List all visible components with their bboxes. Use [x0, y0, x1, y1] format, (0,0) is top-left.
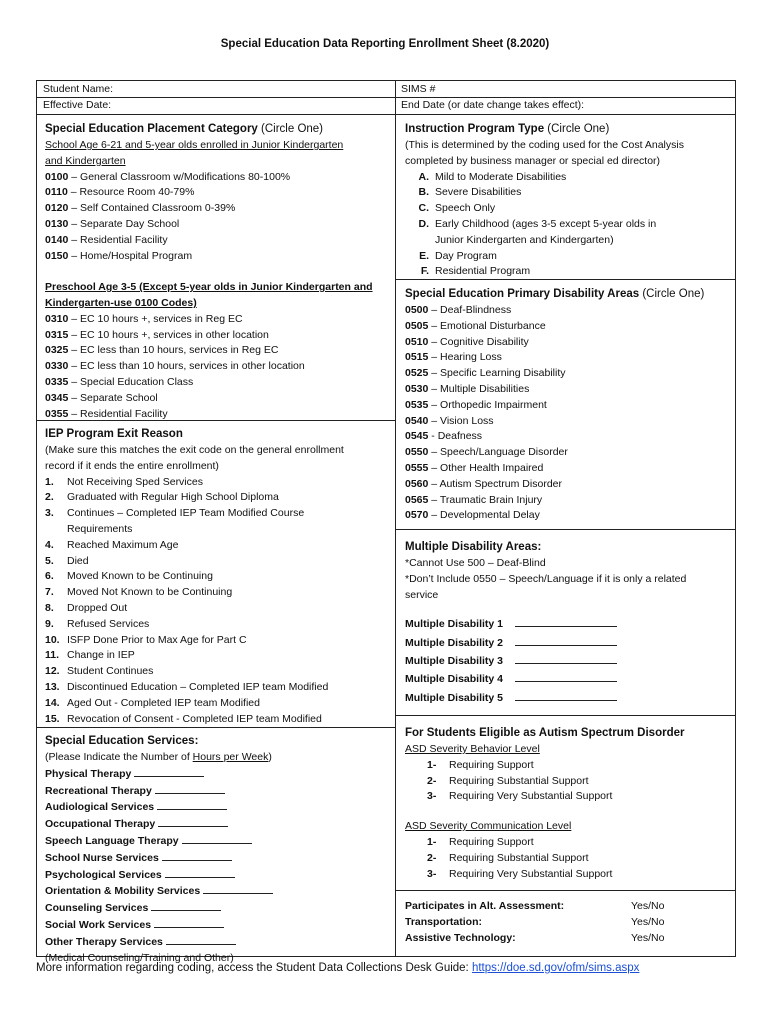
item-text: Graduated with Regular High School Diploma — [67, 491, 279, 504]
exit-reason-item — [45, 569, 344, 585]
instruction-option — [407, 264, 684, 280]
code: 0120 — [45, 202, 69, 215]
service-label: Occupational Therapy — [45, 818, 156, 831]
multiple-disability-label: Multiple Disability 2 — [405, 636, 504, 649]
multiple-note-1: *Cannot Use 500 – Deaf-Blind — [405, 557, 546, 569]
multiple-disability-label: Multiple Disability 4 — [405, 673, 504, 686]
exit-reason-item — [45, 585, 344, 601]
yes-no-value[interactable]: Yes/No — [631, 915, 665, 928]
multiple-note-2-cont: service — [405, 588, 439, 601]
item-number: 13. — [45, 680, 60, 693]
code-description: – EC 10 hours +, services in other location — [68, 328, 269, 341]
placement-option — [45, 201, 373, 217]
exit-reason-item — [45, 475, 344, 491]
service-label: Counseling Services — [45, 902, 149, 915]
exit-reason-item — [45, 601, 344, 617]
code: 0325 — [45, 344, 69, 357]
instruction-heading: Instruction Program Type (Circle One) — [405, 123, 610, 135]
item-number: 1. — [45, 475, 54, 488]
code-description: – Traumatic Brain Injury — [428, 493, 543, 506]
code: 0310 — [45, 312, 69, 325]
code: 0535 — [405, 398, 429, 411]
item-number: 8. — [45, 601, 54, 614]
service-item — [45, 917, 273, 934]
placement-option — [45, 359, 373, 375]
asd-behavior-option — [427, 758, 684, 774]
code: 0315 — [45, 328, 69, 341]
asd-communication-title: ASD Severity Communication Level — [405, 820, 572, 833]
school-age-title: School Age 6-21 and 5-year olds enrolled in Junior Kindergarten — [45, 139, 344, 151]
code: 0570 — [405, 509, 429, 522]
disability-box — [395, 279, 736, 530]
placement-option — [45, 217, 373, 233]
service-hours-field[interactable] — [154, 917, 224, 928]
item-number: 12. — [45, 665, 60, 678]
service-hours-field[interactable] — [155, 783, 225, 794]
item-number: 7. — [45, 586, 54, 599]
disability-option — [405, 303, 704, 319]
service-hours-field[interactable] — [166, 934, 236, 945]
item-number: 14. — [45, 696, 60, 709]
instruction-option — [407, 201, 684, 217]
code: 0345 — [45, 391, 69, 404]
instruction-option — [407, 217, 684, 233]
item-number: 4. — [45, 538, 54, 551]
service-item — [45, 934, 273, 951]
code-description: – Resource Room 40-79% — [67, 186, 195, 199]
asd-communication-option — [427, 867, 684, 883]
service-item — [45, 833, 273, 850]
school-age-title-cont: and Kindergarten — [45, 154, 126, 167]
item-text: Aged Out - Completed IEP team Modified — [67, 696, 260, 709]
autism-heading: For Students Eligible as Autism Spectrum Disorder — [405, 727, 685, 739]
item-text: ISFP Done Prior to Max Age for Part C — [67, 633, 247, 646]
code: 0100 — [45, 170, 69, 183]
multiple-disability-row — [405, 615, 686, 633]
exit-reason-item — [45, 522, 344, 538]
code: 0505 — [405, 319, 429, 332]
item-number: 2- — [427, 774, 437, 787]
item-text: Requiring Very Substantial Support — [449, 867, 613, 880]
service-label: Social Work Services — [45, 918, 152, 931]
item-text: Continues – Completed IEP Team Modified Course — [67, 507, 305, 520]
code-description: – Developmental Delay — [428, 509, 540, 522]
code: 0560 — [405, 477, 429, 490]
item-text: Dropped Out — [67, 601, 128, 614]
item-text: Student Continues — [67, 665, 154, 678]
service-hours-field[interactable] — [134, 766, 204, 777]
multiple-disability-label: Multiple Disability 1 — [405, 618, 504, 631]
services-heading: Special Education Services: — [45, 735, 199, 747]
placement-box — [36, 114, 396, 421]
item-number: 1- — [427, 835, 437, 848]
code-description: – Cognitive Disability — [428, 335, 529, 348]
placement-option — [45, 233, 373, 249]
service-label: Psychological Services — [45, 868, 162, 881]
disability-option — [405, 414, 704, 430]
item-number: 3- — [427, 790, 437, 803]
service-item — [45, 900, 273, 917]
exit-reason-item — [45, 490, 344, 506]
services-box — [36, 727, 396, 964]
service-item — [45, 766, 273, 783]
footer-note: More information regarding coding, access the Student Data Collections Desk Guide: https://doe.sd.gov/ofm/sims.aspx — [36, 962, 640, 974]
exit-reason-item — [45, 633, 344, 649]
exit-reason-item — [45, 617, 344, 633]
item-text: Severe Disabilities — [435, 186, 522, 199]
item-text: Requiring Very Substantial Support — [449, 790, 613, 803]
participation-row — [405, 931, 664, 947]
code: 0140 — [45, 233, 69, 246]
disability-option — [405, 350, 704, 366]
instruction-option — [407, 170, 684, 186]
code: 0500 — [405, 304, 429, 316]
disability-option — [405, 319, 704, 335]
item-text: Requiring Support — [449, 835, 534, 848]
item-text: Not Receiving Sped Services — [67, 475, 203, 488]
asd-behavior-option — [427, 774, 684, 790]
item-text: Reached Maximum Age — [67, 538, 179, 551]
placement-option — [45, 391, 373, 407]
item-text: Day Program — [435, 249, 497, 262]
disability-option — [405, 382, 704, 398]
multiple-disability-field[interactable] — [515, 635, 617, 646]
placement-option — [45, 343, 373, 359]
item-number: E. — [419, 249, 429, 262]
multiple-disability-label: Multiple Disability 3 — [405, 654, 504, 667]
placement-option — [45, 249, 373, 265]
item-text: Junior Kindergarten and Kindergarten) — [435, 233, 614, 246]
yes-no-value[interactable]: Yes/No — [631, 931, 665, 944]
placement-heading: Special Education Placement Category (Circle One) — [45, 123, 324, 135]
exit-note: (Make sure this matches the exit code on the general enrollment — [45, 444, 344, 456]
service-hours-field[interactable] — [151, 900, 221, 911]
item-number: A. — [418, 170, 429, 183]
item-text: Speech Only — [435, 202, 496, 215]
desk-guide-link[interactable]: https://doe.sd.gov/ofm/sims.aspx — [471, 962, 640, 974]
multiple-disability-field[interactable] — [515, 671, 617, 682]
service-hours-field[interactable] — [165, 867, 235, 878]
exit-reason-item — [45, 664, 344, 680]
item-number: 5. — [45, 554, 54, 567]
exit-reason-item — [45, 506, 344, 522]
asd-communication-option — [427, 851, 684, 867]
service-label: Physical Therapy — [45, 767, 132, 780]
item-text: Died — [67, 554, 89, 567]
service-label: Other Therapy Services — [45, 935, 163, 948]
item-number: 2. — [45, 491, 54, 504]
service-item — [45, 783, 273, 800]
placement-option — [45, 185, 373, 201]
item-text: Early Childhood (ages 3-5 except 5-year olds in — [435, 217, 657, 230]
item-number: C. — [418, 202, 429, 215]
preschool-title-cont: Kindergarten-use 0100 Codes) — [45, 296, 197, 309]
item-text: Requirements — [67, 522, 133, 535]
participation-label: Transportation: — [405, 915, 483, 928]
exit-reason-item — [45, 538, 344, 554]
exit-reason-item — [45, 712, 344, 728]
exit-reason-item — [45, 696, 344, 712]
code-description: – Speech/Language Disorder — [428, 446, 568, 459]
disability-option — [405, 508, 704, 524]
service-label: Audiological Services — [45, 801, 155, 814]
preschool-title: Preschool Age 3-5 (Except 5-year olds in Junior Kindergarten and — [45, 281, 373, 294]
disability-option — [405, 366, 704, 382]
service-hours-field[interactable] — [157, 799, 227, 810]
service-hours-field[interactable] — [182, 833, 252, 844]
service-label: Orientation & Mobility Services — [45, 885, 201, 898]
item-text: Refused Services — [67, 617, 150, 630]
services-note: (Please Indicate the Number of Hours per Week) — [45, 751, 272, 763]
disability-option — [405, 335, 704, 351]
service-item — [45, 816, 273, 833]
multiple-disability-row — [405, 689, 686, 707]
participation-row — [405, 899, 664, 915]
code: 0565 — [405, 493, 429, 506]
item-number: 10. — [45, 633, 60, 646]
asd-behavior-title: ASD Severity Behavior Level — [405, 743, 540, 755]
code: 0515 — [405, 351, 429, 364]
item-text: Requiring Substantial Support — [449, 851, 589, 864]
item-text: Residential Program — [435, 265, 531, 278]
instruction-box — [395, 114, 736, 280]
service-item — [45, 867, 273, 884]
code-description: - Deafness — [428, 430, 483, 443]
item-number: 3- — [427, 867, 437, 880]
yes-no-value[interactable]: Yes/No — [631, 900, 665, 912]
instruction-note: (This is determined by the coding used for the Cost Analysis — [405, 139, 684, 151]
service-label: Speech Language Therapy — [45, 834, 179, 847]
participation-row — [405, 915, 664, 931]
item-text: Revocation of Consent - Completed IEP team Modified — [67, 712, 322, 725]
item-number: 9. — [45, 617, 54, 630]
code: 0510 — [405, 335, 429, 348]
multiple-heading: Multiple Disability Areas: — [405, 541, 542, 553]
exit-note-cont: record if it ends the entire enrollment) — [45, 459, 219, 472]
multiple-disability-label: Multiple Disability 5 — [405, 691, 504, 704]
instruction-option — [407, 233, 684, 249]
service-label: Recreational Therapy — [45, 784, 152, 797]
code-description: – Self Contained Classroom 0-39% — [68, 202, 236, 215]
service-hours-field[interactable] — [162, 850, 232, 861]
service-hours-field[interactable] — [158, 816, 228, 827]
multiple-disability-field[interactable] — [515, 653, 617, 664]
participation-label: Participates in Alt. Assessment: — [405, 900, 565, 912]
code: 0330 — [45, 360, 69, 373]
item-number: 6. — [45, 570, 54, 583]
multiple-disability-row — [405, 652, 686, 670]
code: 0150 — [45, 249, 69, 262]
code: 0355 — [45, 407, 69, 420]
multiple-disability-row — [405, 634, 686, 652]
code: 0335 — [45, 375, 69, 388]
item-number: 2- — [427, 851, 437, 864]
disability-option — [405, 461, 704, 477]
effective-date-label: Effective Date: — [43, 98, 112, 111]
placement-option — [45, 328, 373, 344]
service-item — [45, 883, 273, 900]
code: 0525 — [405, 367, 429, 380]
code: 0530 — [405, 382, 429, 395]
exit-reason-box — [36, 420, 396, 728]
code-description: – Home/Hospital Program — [68, 249, 193, 262]
service-item — [45, 799, 273, 816]
item-number: F. — [420, 265, 429, 278]
code-description: – Vision Loss — [428, 414, 494, 427]
item-number: 15. — [45, 712, 60, 725]
services-footer-note: (Medical Counseling/Training and Other) — [45, 951, 234, 964]
multiple-disability-field[interactable] — [515, 690, 617, 701]
code-description: – Multiple Disabilities — [428, 382, 530, 395]
asd-behavior-option — [427, 789, 684, 805]
participation-label: Assistive Technology: — [405, 931, 516, 944]
code-description: – Orthopedic Impairment — [428, 398, 547, 411]
code-description: – EC less than 10 hours, services in other location — [68, 360, 305, 373]
code-description: – Specific Learning Disability — [428, 367, 566, 380]
exit-reason-item — [45, 554, 344, 570]
service-item — [45, 850, 273, 867]
placement-option — [45, 170, 373, 186]
multiple-disability-box — [395, 529, 736, 716]
item-text: Mild to Moderate Disabilities — [435, 170, 567, 183]
instruction-option — [407, 185, 684, 201]
header-divider — [36, 97, 736, 98]
multiple-disability-row — [405, 670, 686, 688]
sims-label: SIMS # — [401, 83, 436, 95]
code-description: – Separate School — [68, 391, 158, 404]
autism-box — [395, 715, 736, 891]
code-description: – Emotional Disturbance — [428, 319, 546, 332]
item-number: D. — [418, 217, 429, 230]
service-hours-field[interactable] — [203, 883, 273, 894]
code: 0550 — [405, 446, 429, 459]
code-description: – Deaf-Blindness — [428, 304, 512, 316]
disability-option — [405, 429, 704, 445]
item-number: 1- — [427, 758, 437, 771]
disability-heading: Special Education Primary Disability Areas (Circle One) — [405, 288, 705, 300]
placement-option — [45, 312, 373, 328]
instruction-note-cont: completed by business manager or special ed director) — [405, 154, 661, 167]
code-description: – EC less than 10 hours, services in Reg EC — [68, 344, 279, 357]
item-text: Moved Known to be Continuing — [67, 570, 213, 583]
asd-communication-option — [427, 835, 684, 851]
code-description: – Autism Spectrum Disorder — [428, 477, 562, 490]
student-name-label: Student Name: — [43, 83, 114, 95]
code-description: – Other Health Impaired — [428, 461, 544, 474]
end-date-label: End Date (or date change takes effect): — [401, 98, 585, 111]
code-description: – Hearing Loss — [428, 351, 502, 364]
placement-option — [45, 375, 373, 391]
exit-reason-item — [45, 648, 344, 664]
code-description: – Separate Day School — [68, 217, 180, 230]
item-number: 3. — [45, 507, 54, 520]
exit-reason-item — [45, 680, 344, 696]
item-number: B. — [418, 186, 429, 199]
exit-heading: IEP Program Exit Reason — [45, 428, 183, 440]
disability-option — [405, 477, 704, 493]
disability-option — [405, 493, 704, 509]
item-text: Requiring Support — [449, 758, 534, 771]
code-description: – Residential Facility — [68, 233, 168, 246]
document-title: Special Education Data Reporting Enrollment Sheet (8.2020) — [220, 38, 550, 50]
disability-option — [405, 445, 704, 461]
item-text: Requiring Substantial Support — [449, 774, 589, 787]
code: 0545 — [405, 430, 429, 443]
code: 0540 — [405, 414, 429, 427]
code: 0110 — [45, 186, 68, 199]
service-label: School Nurse Services — [45, 851, 159, 864]
code: 0555 — [405, 461, 429, 474]
item-number: 11. — [45, 649, 60, 662]
code-description: – General Classroom w/Modifications 80-100% — [68, 170, 291, 183]
code-description: – EC 10 hours +, services in Reg EC — [68, 312, 243, 325]
disability-option — [405, 398, 704, 414]
code-description: – Special Education Class — [68, 375, 194, 388]
item-text: Discontinued Education – Completed IEP team Modified — [67, 680, 329, 693]
multiple-note-2: *Don’t Include 0550 – Speech/Language if it is only a related — [405, 572, 687, 585]
multiple-disability-field[interactable] — [515, 616, 617, 627]
code-description: – Residential Facility — [68, 407, 168, 420]
item-text: Change in IEP — [67, 649, 135, 662]
code: 0130 — [45, 217, 69, 230]
participation-box — [395, 890, 736, 957]
instruction-option — [407, 249, 684, 265]
item-text: Moved Not Known to be Continuing — [67, 586, 233, 599]
